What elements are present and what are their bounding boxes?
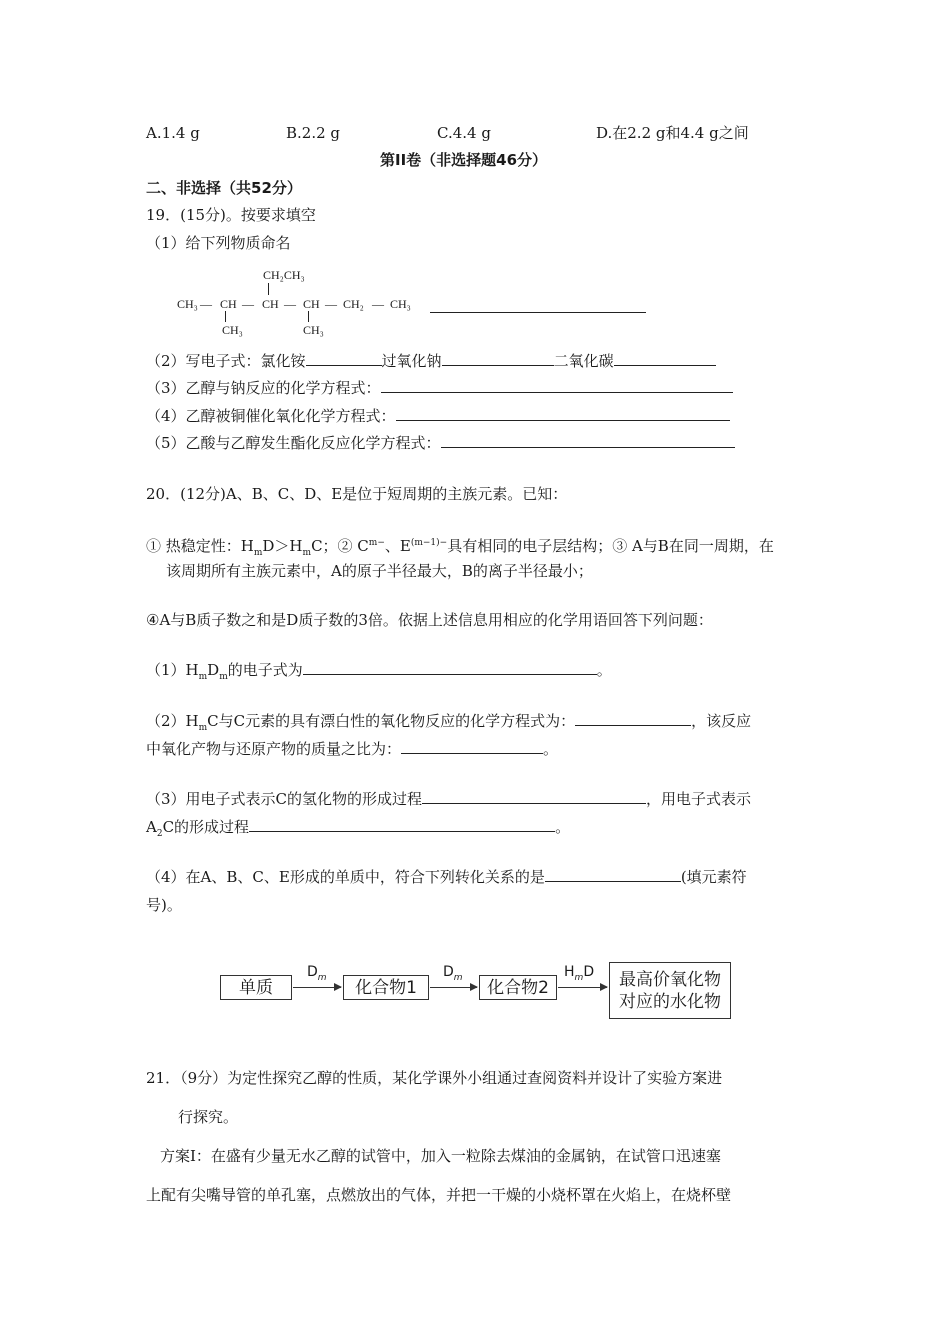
q20-cond1: ① 热稳定性：$H_mD>H_mC$；② $C^{m-}$、$E^{(m-1)-}$具有相同的电子层结构；③ A与B在同一周期，在 xyxy=(146,537,774,558)
answer-blank-co2[interactable] xyxy=(614,351,716,366)
answer-blank-na2o2[interactable] xyxy=(442,351,554,366)
choice-c: C.4.4 g xyxy=(437,124,491,142)
top-branch: CH₂CH₃ xyxy=(263,268,305,282)
flow-box-hydroxide-line1: 最高价氧化物 xyxy=(619,969,721,990)
q20-sub1: $(1)H_mD_m$的电子式为 。 xyxy=(146,661,612,682)
q20-sub4-line2: 号)。 xyxy=(146,896,182,914)
q19-sub4-text: （4）乙醇被铜催化氧化化学方程式： xyxy=(146,407,396,425)
q21-header-line2: 行探究。 xyxy=(178,1108,239,1126)
flow-box-element: 单质 xyxy=(220,975,292,1000)
q19-sub2-mid2: 二氧化碳 xyxy=(553,352,614,370)
flow-arrow-1 xyxy=(293,987,341,988)
answer-blank-q20-3a[interactable] xyxy=(422,789,646,804)
choice-b: B.2.2 g xyxy=(286,124,341,142)
answer-blank-q20-3b[interactable] xyxy=(249,817,555,832)
choice-a: A.1.4 g xyxy=(146,124,200,142)
bottom-branch-2: CH₃ xyxy=(303,323,324,337)
flow-arrow-2-label: $D_m$ xyxy=(443,964,463,983)
q19-header: 19．(15分)。按要求填空 xyxy=(146,206,316,224)
answer-blank-sub3[interactable] xyxy=(381,378,733,393)
q19-sub5 xyxy=(146,433,735,453)
answer-blank-q20-2a[interactable] xyxy=(575,711,691,726)
q19-sub4 xyxy=(146,406,730,426)
bond-3: — xyxy=(284,297,296,311)
flow-arrow-2 xyxy=(430,987,477,988)
flow-arrow-1-label: $D_m$ xyxy=(307,964,327,983)
bottom-branch-1: CH₃ xyxy=(222,323,243,337)
q19-sub3-text: （3）乙醇与钠反应的化学方程式： xyxy=(146,379,381,397)
q19-sub2 xyxy=(146,351,716,371)
bond-5: — xyxy=(372,297,384,311)
q20-sub4: （4）在A、B、C、E形成的单质中，符合下列转化关系的是 (填元素符 xyxy=(146,868,747,886)
q20-sub2-line2: 中氧化产物与还原产物的质量之比为： 。 xyxy=(146,740,559,758)
answer-blank-nh4cl[interactable] xyxy=(306,351,382,366)
flow-box-hydroxide xyxy=(609,962,731,1019)
q20-sub3-line2: $A_2C$的形成过程 。 xyxy=(146,818,571,839)
bond-4: — xyxy=(325,297,337,311)
flow-box-hydroxide-line2: 对应的水化物 xyxy=(619,991,721,1012)
q20-sub2: $(2)H_mC$与C元素的具有漂白性的氧化物反应的化学方程式为： ，该反应 xyxy=(146,712,752,733)
bond-vertical-left xyxy=(225,311,226,322)
bond-vertical-right xyxy=(308,311,309,322)
q19-sub2-mid1: 过氧化钠 xyxy=(381,352,442,370)
q20-sub3: （3）用电子式表示C的氢化物的形成过程 ，用电子式表示 xyxy=(146,790,752,808)
flow-box-compound2: 化合物2 xyxy=(479,975,557,1000)
answer-blank-q20-2b[interactable] xyxy=(401,739,543,754)
chain-c2: CH xyxy=(220,297,237,311)
bond-2: — xyxy=(242,297,254,311)
q20-cond4: ④A与B质子数之和是D质子数的3倍。依据上述信息用相应的化学用语回答下列问题： xyxy=(146,611,713,629)
flow-arrow-3 xyxy=(558,987,607,988)
q20-header: 20．(12分)A、B、C、D、E是位于短周期的主族元素。已知： xyxy=(146,485,568,503)
answer-blank-sub5[interactable] xyxy=(441,433,735,448)
choice-d: D.在2.2 g和4.4 g之间 xyxy=(596,124,749,142)
bond-1: — xyxy=(200,297,212,311)
chain-c6: CH₃ xyxy=(390,297,411,311)
q19-sub1: （1）给下列物质命名 xyxy=(146,234,291,252)
answer-blank-sub4[interactable] xyxy=(396,406,730,421)
answer-blank-q20-1[interactable] xyxy=(303,660,597,675)
chain-c3: CH xyxy=(262,297,279,311)
bond-vertical-top xyxy=(268,283,269,295)
q19-sub3 xyxy=(146,378,733,398)
section-title: 第II卷（非选择题46分） xyxy=(380,151,548,169)
flow-arrow-3-label: $H_mD$ xyxy=(564,964,595,983)
q19-sub5-text: （5）乙酸与乙醇发生酯化反应化学方程式： xyxy=(146,434,441,452)
chain-c4: CH xyxy=(303,297,320,311)
q21-plan1-line1: 方案Ⅰ：在盛有少量无水乙醇的试管中，加入一粒除去煤油的金属钠，在试管口迅速塞 xyxy=(160,1147,721,1165)
q21-plan1-line2: 上配有尖嘴导管的单孔塞，点燃放出的气体，并把一干燥的小烧杯罩在火焰上，在烧杯壁 xyxy=(146,1186,732,1204)
q21-header: 21．（9分）为定性探究乙醇的性质，某化学课外小组通过查阅资料并设计了实验方案进 xyxy=(146,1069,723,1087)
flow-box-compound1: 化合物1 xyxy=(343,975,429,1000)
chain-c1: CH₃ xyxy=(177,297,198,311)
answer-blank-name[interactable] xyxy=(430,298,646,318)
part-two-title: 二、非选择（共52分） xyxy=(146,179,302,197)
chain-c5: CH₂ xyxy=(343,297,364,311)
q20-cond1-line2: 该周期所有主族元素中，A的原子半径最大，B的离子半径最小； xyxy=(166,562,593,580)
q19-sub2-prefix: （2）写电子式：氯化铵 xyxy=(146,352,306,370)
answer-blank-q20-4[interactable] xyxy=(545,867,681,882)
